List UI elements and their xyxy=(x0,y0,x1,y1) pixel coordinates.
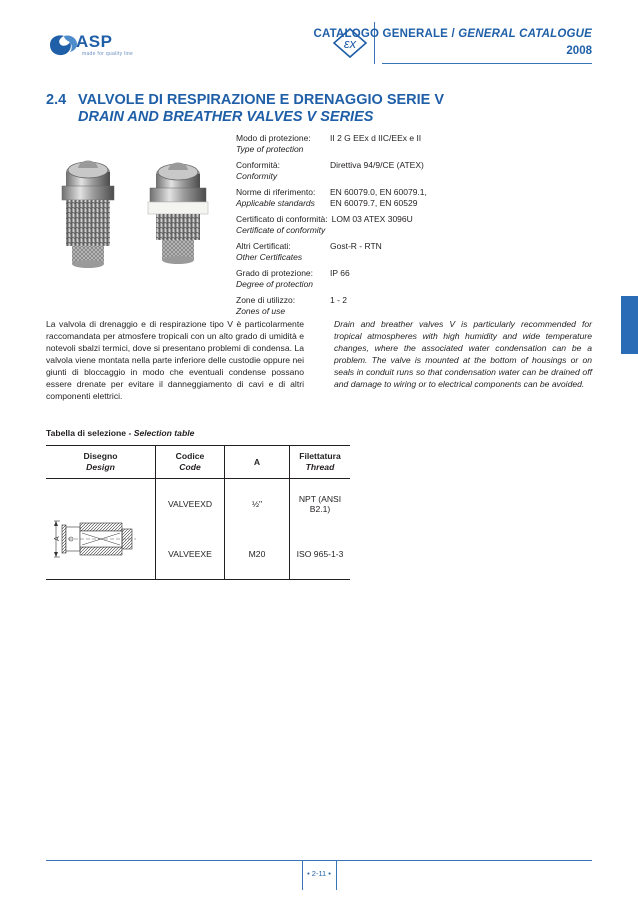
footer-divider-right xyxy=(336,860,337,890)
row-a: M20 xyxy=(225,529,290,580)
catalogue-title-it: CATALOGO GENERALE / xyxy=(313,28,455,40)
selection-table xyxy=(46,445,350,580)
spec-value: EN 60079.0, EN 60079.1, xyxy=(330,187,427,197)
spec-row xyxy=(236,187,596,209)
section-title-en: DRAIN AND BREATHER VALVES V SERIES xyxy=(78,109,374,125)
footer-rule xyxy=(46,860,592,861)
row-a: ½" xyxy=(225,479,290,530)
col-code: Codice Code xyxy=(156,446,225,479)
spec-value: Direttiva 94/9/CE (ATEX) xyxy=(330,160,424,170)
spec-label-it: Zone di utilizzo: xyxy=(236,295,296,305)
section-number: 2.4 xyxy=(46,92,67,108)
valve-right xyxy=(148,163,208,265)
spec-row xyxy=(236,241,596,263)
spec-row xyxy=(236,214,596,236)
description-it: La valvola di drenaggio e di respirazione tipo V è particolarmente raccomandata per atmosfere tropicali con un alto grado di umidità e notevoli sbalzi termici, dove si presentano problemi di condensa. La valvola viene montata nella parte inferiore delle custodie oppure nei giunti di bloccaggio in modo che eventuali condense possano essere drenate per evitare il danneggiamento di cavi e di altri componenti elettrici. xyxy=(46,319,304,401)
catalogue-year: 2008 xyxy=(566,45,592,57)
col-design: Disegno Design xyxy=(46,446,156,479)
page-number: • 2-11 • xyxy=(307,869,331,878)
spec-value: LOM 03 ATEX 3096U xyxy=(331,214,413,224)
spec-label-en: Conformity xyxy=(236,171,278,181)
section-title-it: VALVOLE DI RESPIRAZIONE E DRENAGGIO SERIE V xyxy=(78,92,445,108)
dimension-a-label: A xyxy=(54,536,61,541)
valve-left xyxy=(62,161,114,269)
spec-label-it: Certificato di conformità: xyxy=(236,214,328,224)
valve-cross-section-drawing xyxy=(46,479,155,579)
table-header-row xyxy=(46,446,350,479)
row-thread: NPT (ANSI B2.1) xyxy=(290,479,351,530)
valve-product-photo xyxy=(52,152,224,280)
row-thread: ISO 965-1-3 xyxy=(290,529,351,580)
asp-logo xyxy=(46,29,146,63)
selection-table-caption xyxy=(46,428,194,438)
spec-label-it: Grado di protezione: xyxy=(236,268,314,278)
row-code: VALVEEXE xyxy=(156,529,225,580)
logo-text: ASP xyxy=(76,32,113,51)
spec-label-it: Conformità: xyxy=(236,160,280,170)
col-a: A xyxy=(225,446,290,479)
row-code: VALVEEXD xyxy=(156,479,225,530)
logo-mark-icon xyxy=(46,32,80,58)
svg-text:εx: εx xyxy=(343,36,357,51)
spec-label-it: Norme di riferimento: xyxy=(236,187,316,197)
spec-label-en: Zones of use xyxy=(236,306,286,316)
header-rule xyxy=(382,63,592,64)
spec-list xyxy=(236,133,596,322)
spec-value: 1 - 2 xyxy=(330,295,348,305)
spec-value: II 2 G EEx d IIC/EEx e II xyxy=(330,133,422,143)
description-en: Drain and breather valves V is particularly recommended for tropical atmospheres with high humidity and wide temperature changes, where the associated water condensation can be a problem. The valve is mounted at the bottom of housings or on seals in conduit runs so that condensation water can be drained off and damage to wiring or to electrical components can be avoided. xyxy=(334,319,592,389)
caption-it: Tabella di selezione - xyxy=(46,428,132,438)
table-row xyxy=(46,479,350,530)
catalogue-title xyxy=(313,28,592,40)
spec-label-en: Other Certificates xyxy=(236,252,303,262)
spec-label-it: Modo di protezione: xyxy=(236,133,311,143)
spec-value: Gost-R - RTN xyxy=(330,241,382,251)
spec-value: IP 66 xyxy=(330,268,350,278)
caption-en: Selection table xyxy=(133,428,195,438)
logo-subtitle: made for quality line xyxy=(82,51,134,57)
catalogue-title-en: GENERAL CATALOGUE xyxy=(458,28,592,40)
valve-drawing-cell xyxy=(46,479,156,580)
section-side-tab xyxy=(621,296,638,354)
spec-label-en: Certificate of conformity xyxy=(236,225,326,235)
col-thread: Filettatura Thread xyxy=(290,446,351,479)
spec-label-en: Type of protection xyxy=(236,144,304,154)
spec-row xyxy=(236,295,596,317)
spec-label-it: Altri Certificati: xyxy=(236,241,291,251)
spec-row xyxy=(236,133,596,155)
spec-row xyxy=(236,268,596,290)
spec-label-en: Degree of protection xyxy=(236,279,314,289)
spec-label-en: Applicable standards xyxy=(236,198,315,208)
spec-value-line2: EN 60079.7, EN 60529 xyxy=(330,198,418,208)
spec-row xyxy=(236,160,596,182)
